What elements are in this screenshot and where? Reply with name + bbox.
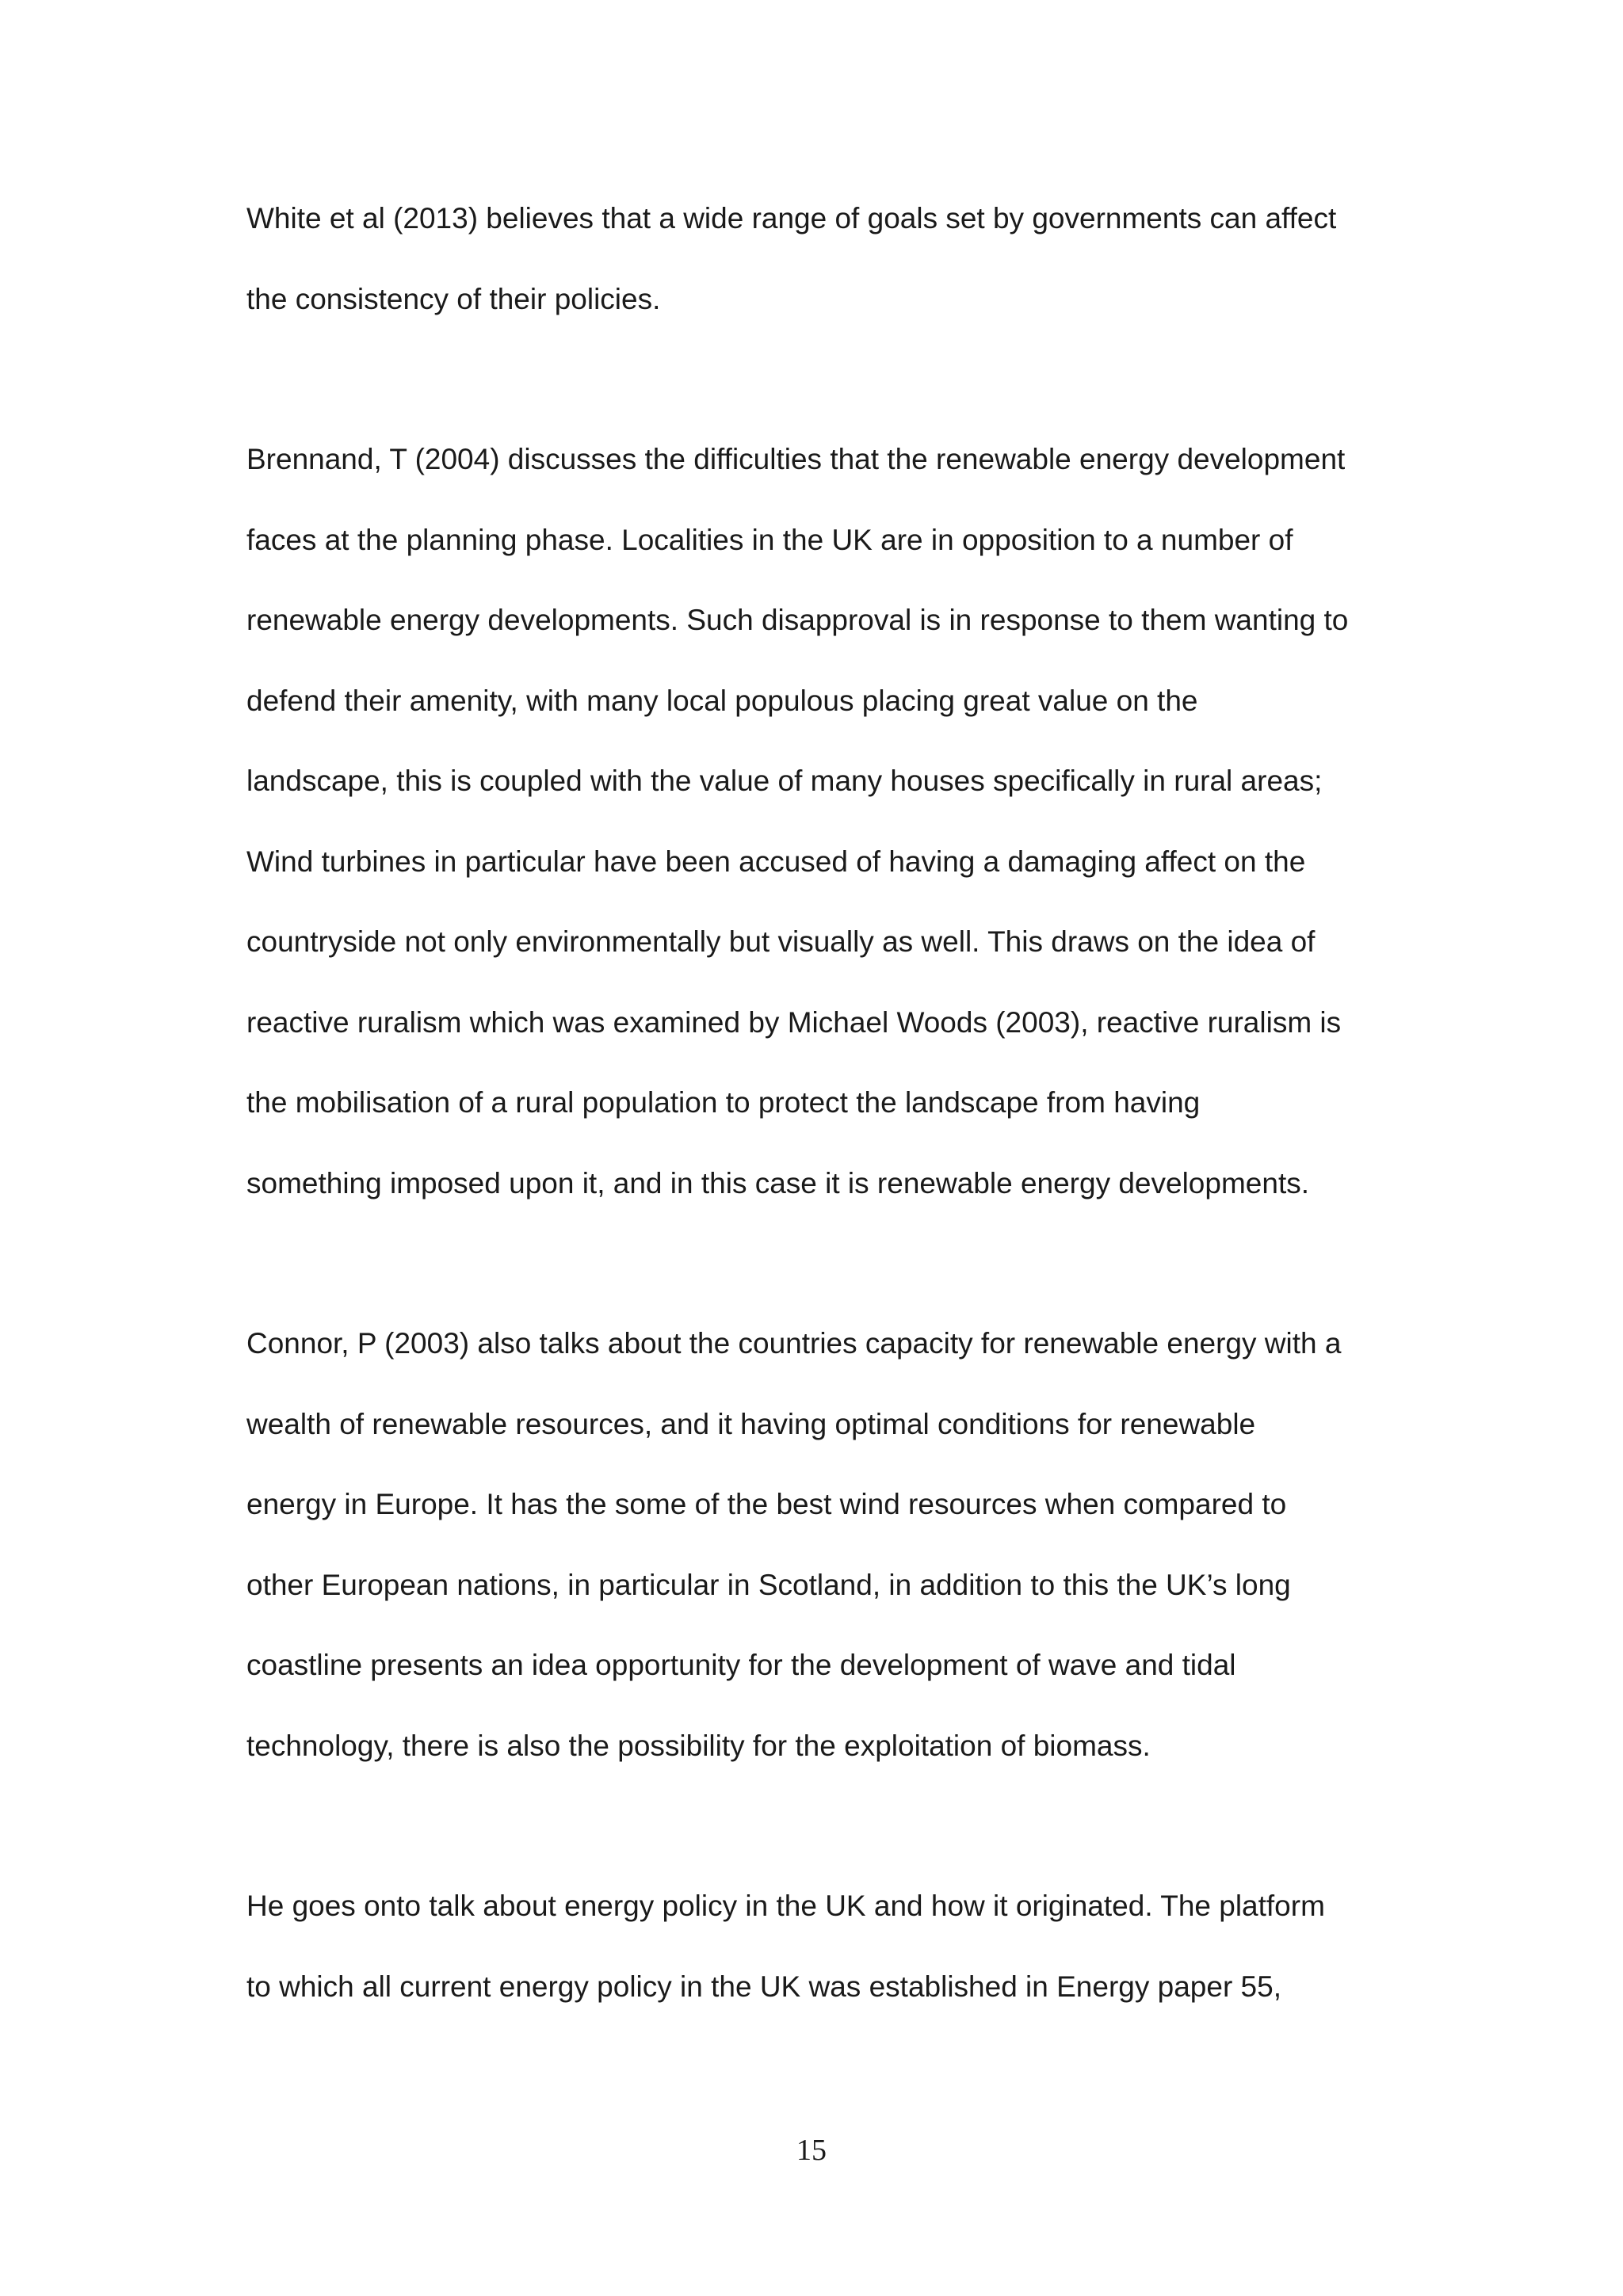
text-line: the consistency of their policies. xyxy=(246,282,661,315)
text-line: Brennand, T (2004) discusses the difficulties that the renewable energy development xyxy=(246,443,1346,475)
text-line: He goes onto talk about energy policy in the UK and how it originated. The platform xyxy=(246,1890,1325,1922)
text-line: countryside not only environmentally but visually as well. This draws on the idea of xyxy=(246,925,1316,958)
paragraph xyxy=(246,1880,1403,2041)
text-line: reactive ruralism which was examined by Michael Woods (2003), reactive ruralism is xyxy=(246,1005,1342,1039)
text-line: technology, there is also the possibility for the exploitation of biomass. xyxy=(246,1729,1151,1762)
paragraph xyxy=(246,193,1403,353)
text-line: faces at the planning phase. Localities in the UK are in opposition to a number of xyxy=(246,523,1293,556)
paragraph xyxy=(246,433,1403,1238)
text-line: Wind turbines in particular have been accused of having a damaging affect on the xyxy=(246,845,1306,878)
paragraph-gap xyxy=(246,1238,1403,1318)
text-line: White et al (2013) believes that a wide range of goals set by governments can affect xyxy=(246,202,1337,235)
text-line: other European nations, in particular in Scotland, in addition to this the UK’s long xyxy=(246,1568,1291,1601)
text-line: energy in Europe. It has the some of the best wind resources when compared to xyxy=(246,1488,1287,1520)
text-line: the mobilisation of a rural population to protect the landscape from having xyxy=(246,1086,1201,1119)
paragraph xyxy=(246,1318,1403,1800)
paragraph-gap xyxy=(246,1800,1403,1880)
text-line: renewable energy developments. Such disapproval is in response to them wanting to xyxy=(246,604,1349,636)
text-line: Connor, P (2003) also talks about the countries capacity for renewable energy with a xyxy=(246,1327,1342,1360)
text-line: landscape, this is coupled with the value of many houses specifically in rural areas; xyxy=(246,765,1323,797)
text-line: to which all current energy policy in the UK was established in Energy paper 55, xyxy=(246,1970,1281,2003)
body-text xyxy=(246,193,1403,2041)
paragraph-gap xyxy=(246,353,1403,433)
text-line: wealth of renewable resources, and it having optimal conditions for renewable xyxy=(246,1407,1256,1440)
page-number: 15 xyxy=(796,2134,827,2167)
text-line: defend their amenity, with many local populous placing great value on the xyxy=(246,684,1198,717)
text-line: something imposed upon it, and in this case it is renewable energy developments. xyxy=(246,1166,1309,1199)
text-line: coastline presents an idea opportunity for the development of wave and tidal xyxy=(246,1649,1236,1681)
